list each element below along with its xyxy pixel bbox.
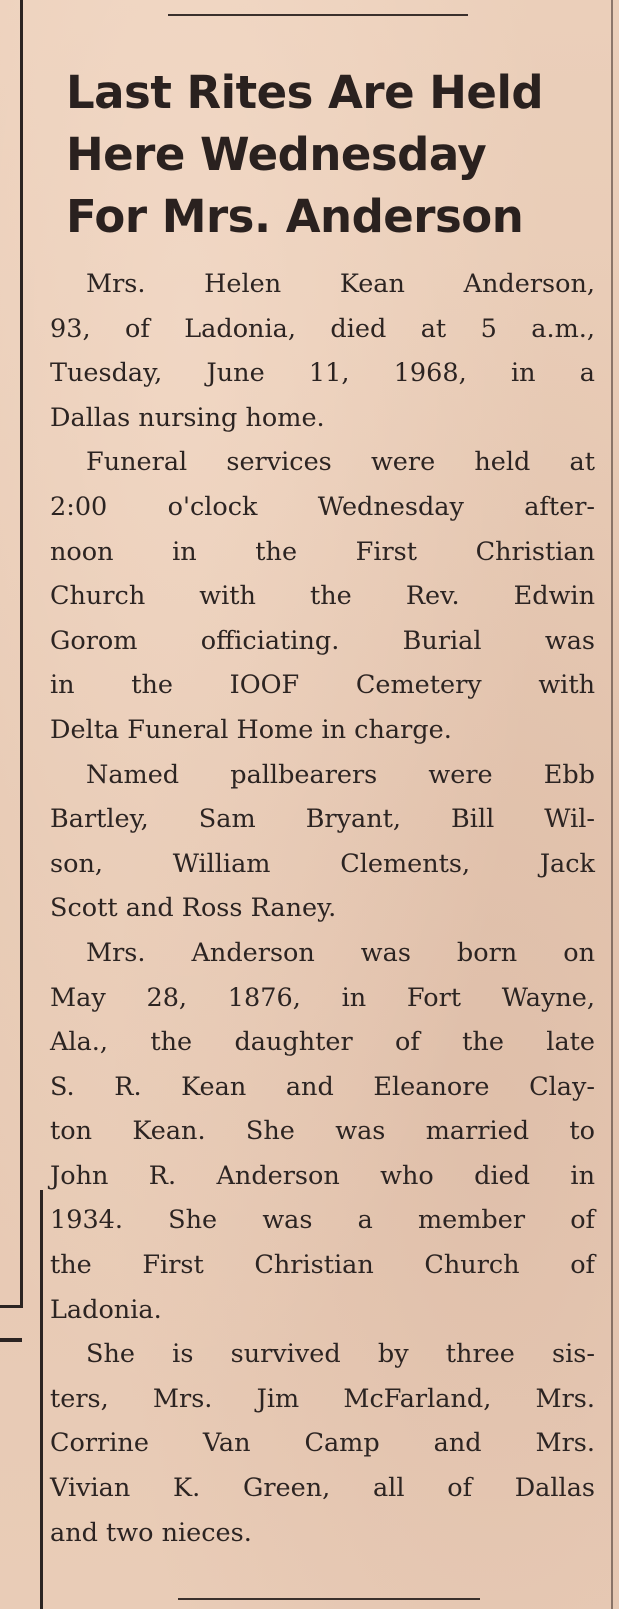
article-line: Vivian K. Green, all of Dallas [50,1473,595,1504]
headline [66,62,586,248]
article-line: in the IOOF Cemetery with [50,670,595,701]
article-line: and two nieces. [50,1517,252,1548]
article-line: Tuesday, June 11, 1968, in a [50,358,595,389]
article-line: son, William Clements, Jack [50,848,595,879]
article-line: Ala., the daughter of the late [50,1027,595,1058]
article-line: S. R. Kean and Eleanore Clay- [50,1071,595,1102]
article-line: Mrs. Helen Kean Anderson, [86,269,595,299]
article-line: Bartley, Sam Bryant, Bill Wil- [50,804,595,835]
article-line: She is survived by three sis- [86,1339,595,1370]
headline-line-3: For Mrs. Anderson [66,190,524,243]
article-line: ters, Mrs. Jim McFarland, Mrs. [50,1383,595,1414]
article-line: noon in the First Christian [50,536,595,567]
article-line: 93, of Ladonia, died at 5 a.m., [50,313,595,344]
column-rule-left-cap [0,1305,23,1308]
paragraph-funeral-services [50,440,595,752]
bottom-divider [178,1598,480,1600]
headline-line-1: Last Rites Are Held [66,66,544,119]
paragraph-biography [50,931,595,1332]
article-line: the First Christian Church of [50,1250,595,1281]
article-line: Delta Funeral Home in charge. [50,714,452,745]
paragraph-survivors [50,1332,595,1555]
headline-line-2: Here Wednesday [66,128,487,181]
article-line: ton Kean. She was married to [50,1116,595,1147]
article-line: 2:00 o'clock Wednesday after- [50,491,595,522]
article-line: Funeral services were held at [86,447,595,478]
article-line: Named pallbearers were Ebb [86,759,595,790]
article-line: Scott and Ross Raney. [50,893,337,924]
column-rule-inner [40,1190,43,1609]
article-line: Corrine Van Camp and Mrs. [50,1428,595,1459]
article-line: May 28, 1876, in Fort Wayne, [50,982,595,1013]
top-divider [168,14,468,16]
article-line: John R. Anderson who died in [50,1160,595,1191]
column-rule-left [20,0,23,1308]
column-rule-left-tick [0,1338,22,1342]
paragraph-pallbearers [50,753,595,931]
article-line: Dallas nursing home. [50,402,325,433]
column-rule-right [611,0,613,1609]
article-line: 1934. She was a member of [50,1205,595,1236]
article-line: Ladonia. [50,1294,162,1325]
paragraph-death-notice [50,262,595,440]
article-body [50,262,595,1555]
article-line: Church with the Rev. Edwin [50,581,595,612]
article-line: Gorom officiating. Burial was [50,625,595,656]
article-line: Mrs. Anderson was born on [86,937,595,968]
